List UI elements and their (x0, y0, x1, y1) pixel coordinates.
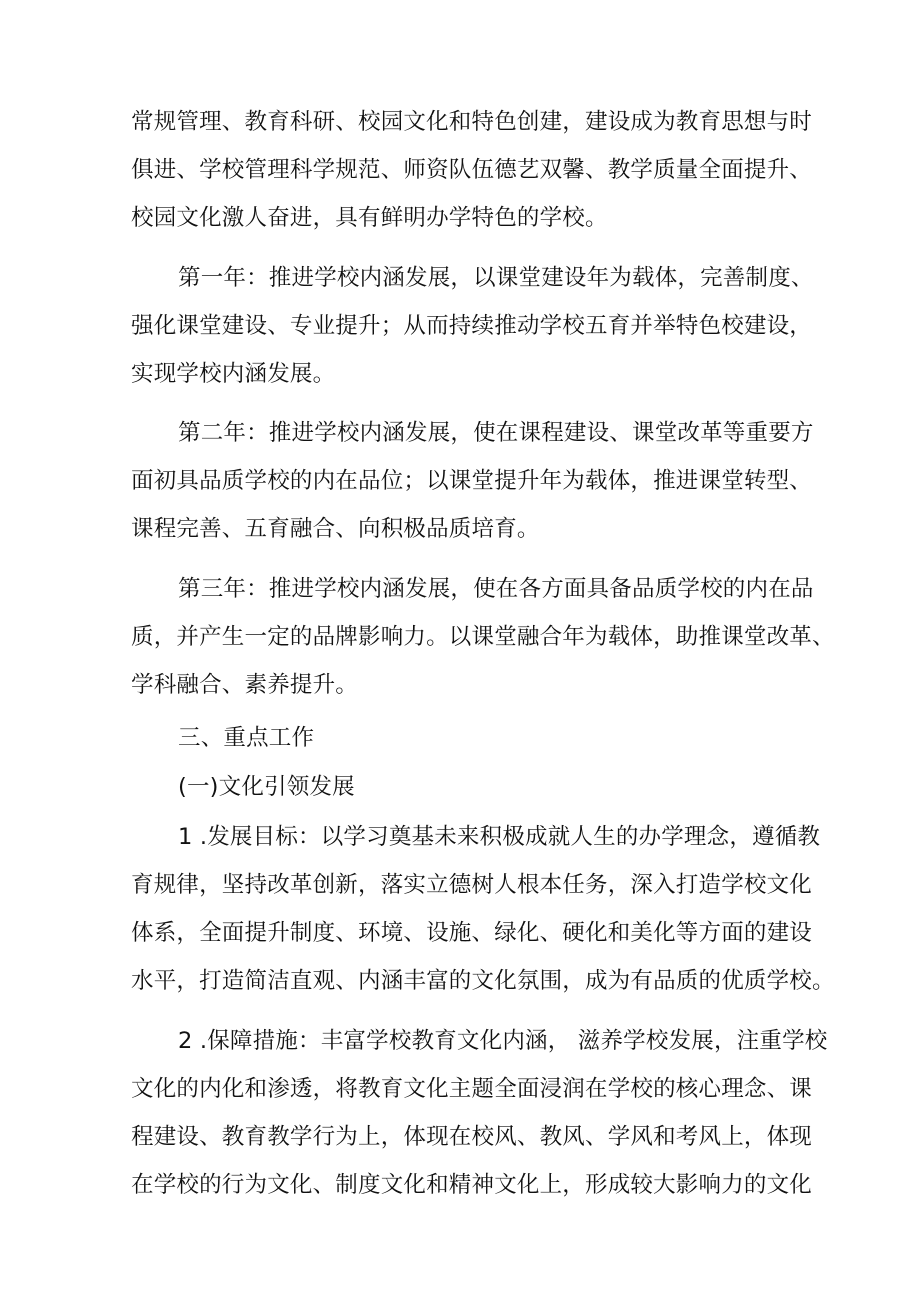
paragraph-line: 课程完善、五育融合、向积极品质培育。 (131, 516, 540, 542)
paragraph-line: 2 .保障措施：丰富学校教育文化内涵， 滋养学校发展，注重学校 (178, 1028, 828, 1054)
paragraph-line: 面初具品质学校的内在品位；以课堂提升年为载体，推进课堂转型、 (131, 468, 813, 494)
section-heading: 三、重点工作 (178, 725, 315, 751)
paragraph-line: 强化课堂建设、专业提升；从而持续推动学校五育并举特色校建设， (131, 313, 813, 339)
paragraph-line: 实现学校内涵发展。 (131, 361, 336, 387)
paragraph-line: 质，并产生一定的品牌影响力。以课堂融合年为载体，助推课堂改革、 (131, 624, 835, 650)
paragraph-line: 在学校的行为文化、制度文化和精神文化上，形成较大影响力的文化 (131, 1172, 813, 1198)
paragraph-line: 水平，打造简洁直观、内涵丰富的文化氛围，成为有品质的优质学校。 (131, 968, 835, 994)
paragraph-line: 第三年：推进学校内涵发展，使在各方面具备品质学校的内在品 (178, 576, 814, 602)
paragraph-line: 体系，全面提升制度、环境、设施、绿化、硬化和美化等方面的建设 (131, 920, 813, 946)
paragraph-line: 育规律，坚持改革创新，落实立德树人根本任务，深入打造学校文化 (131, 872, 813, 898)
paragraph-line: 俱进、学校管理科学规范、师资队伍德艺双馨、教学质量全面提升、 (131, 157, 813, 183)
paragraph-line: 文化的内化和渗透，将教育文化主题全面浸润在学校的核心理念、课 (131, 1076, 813, 1102)
paragraph-line: 学科融合、素养提升。 (131, 672, 359, 698)
paragraph-line: 校园文化激人奋进，具有鲜明办学特色的学校。 (131, 205, 608, 231)
paragraph-line: 程建设、教育教学行为上，体现在校风、教风、学风和考风上，体现 (131, 1124, 813, 1150)
paragraph-line: 1 .发展目标：以学习奠基未来积极成就人生的办学理念，遵循教 (178, 824, 821, 850)
paragraph-line: 常规管理、教育科研、校园文化和特色创建，建设成为教育思想与时 (131, 109, 813, 135)
paragraph-line: 第二年：推进学校内涵发展，使在课程建设、课堂改革等重要方 (178, 420, 814, 446)
paragraph-line: 第一年：推进学校内涵发展，以课堂建设年为载体，完善制度、 (178, 265, 814, 291)
subsection-heading: (一)文化引领发展 (178, 774, 355, 800)
